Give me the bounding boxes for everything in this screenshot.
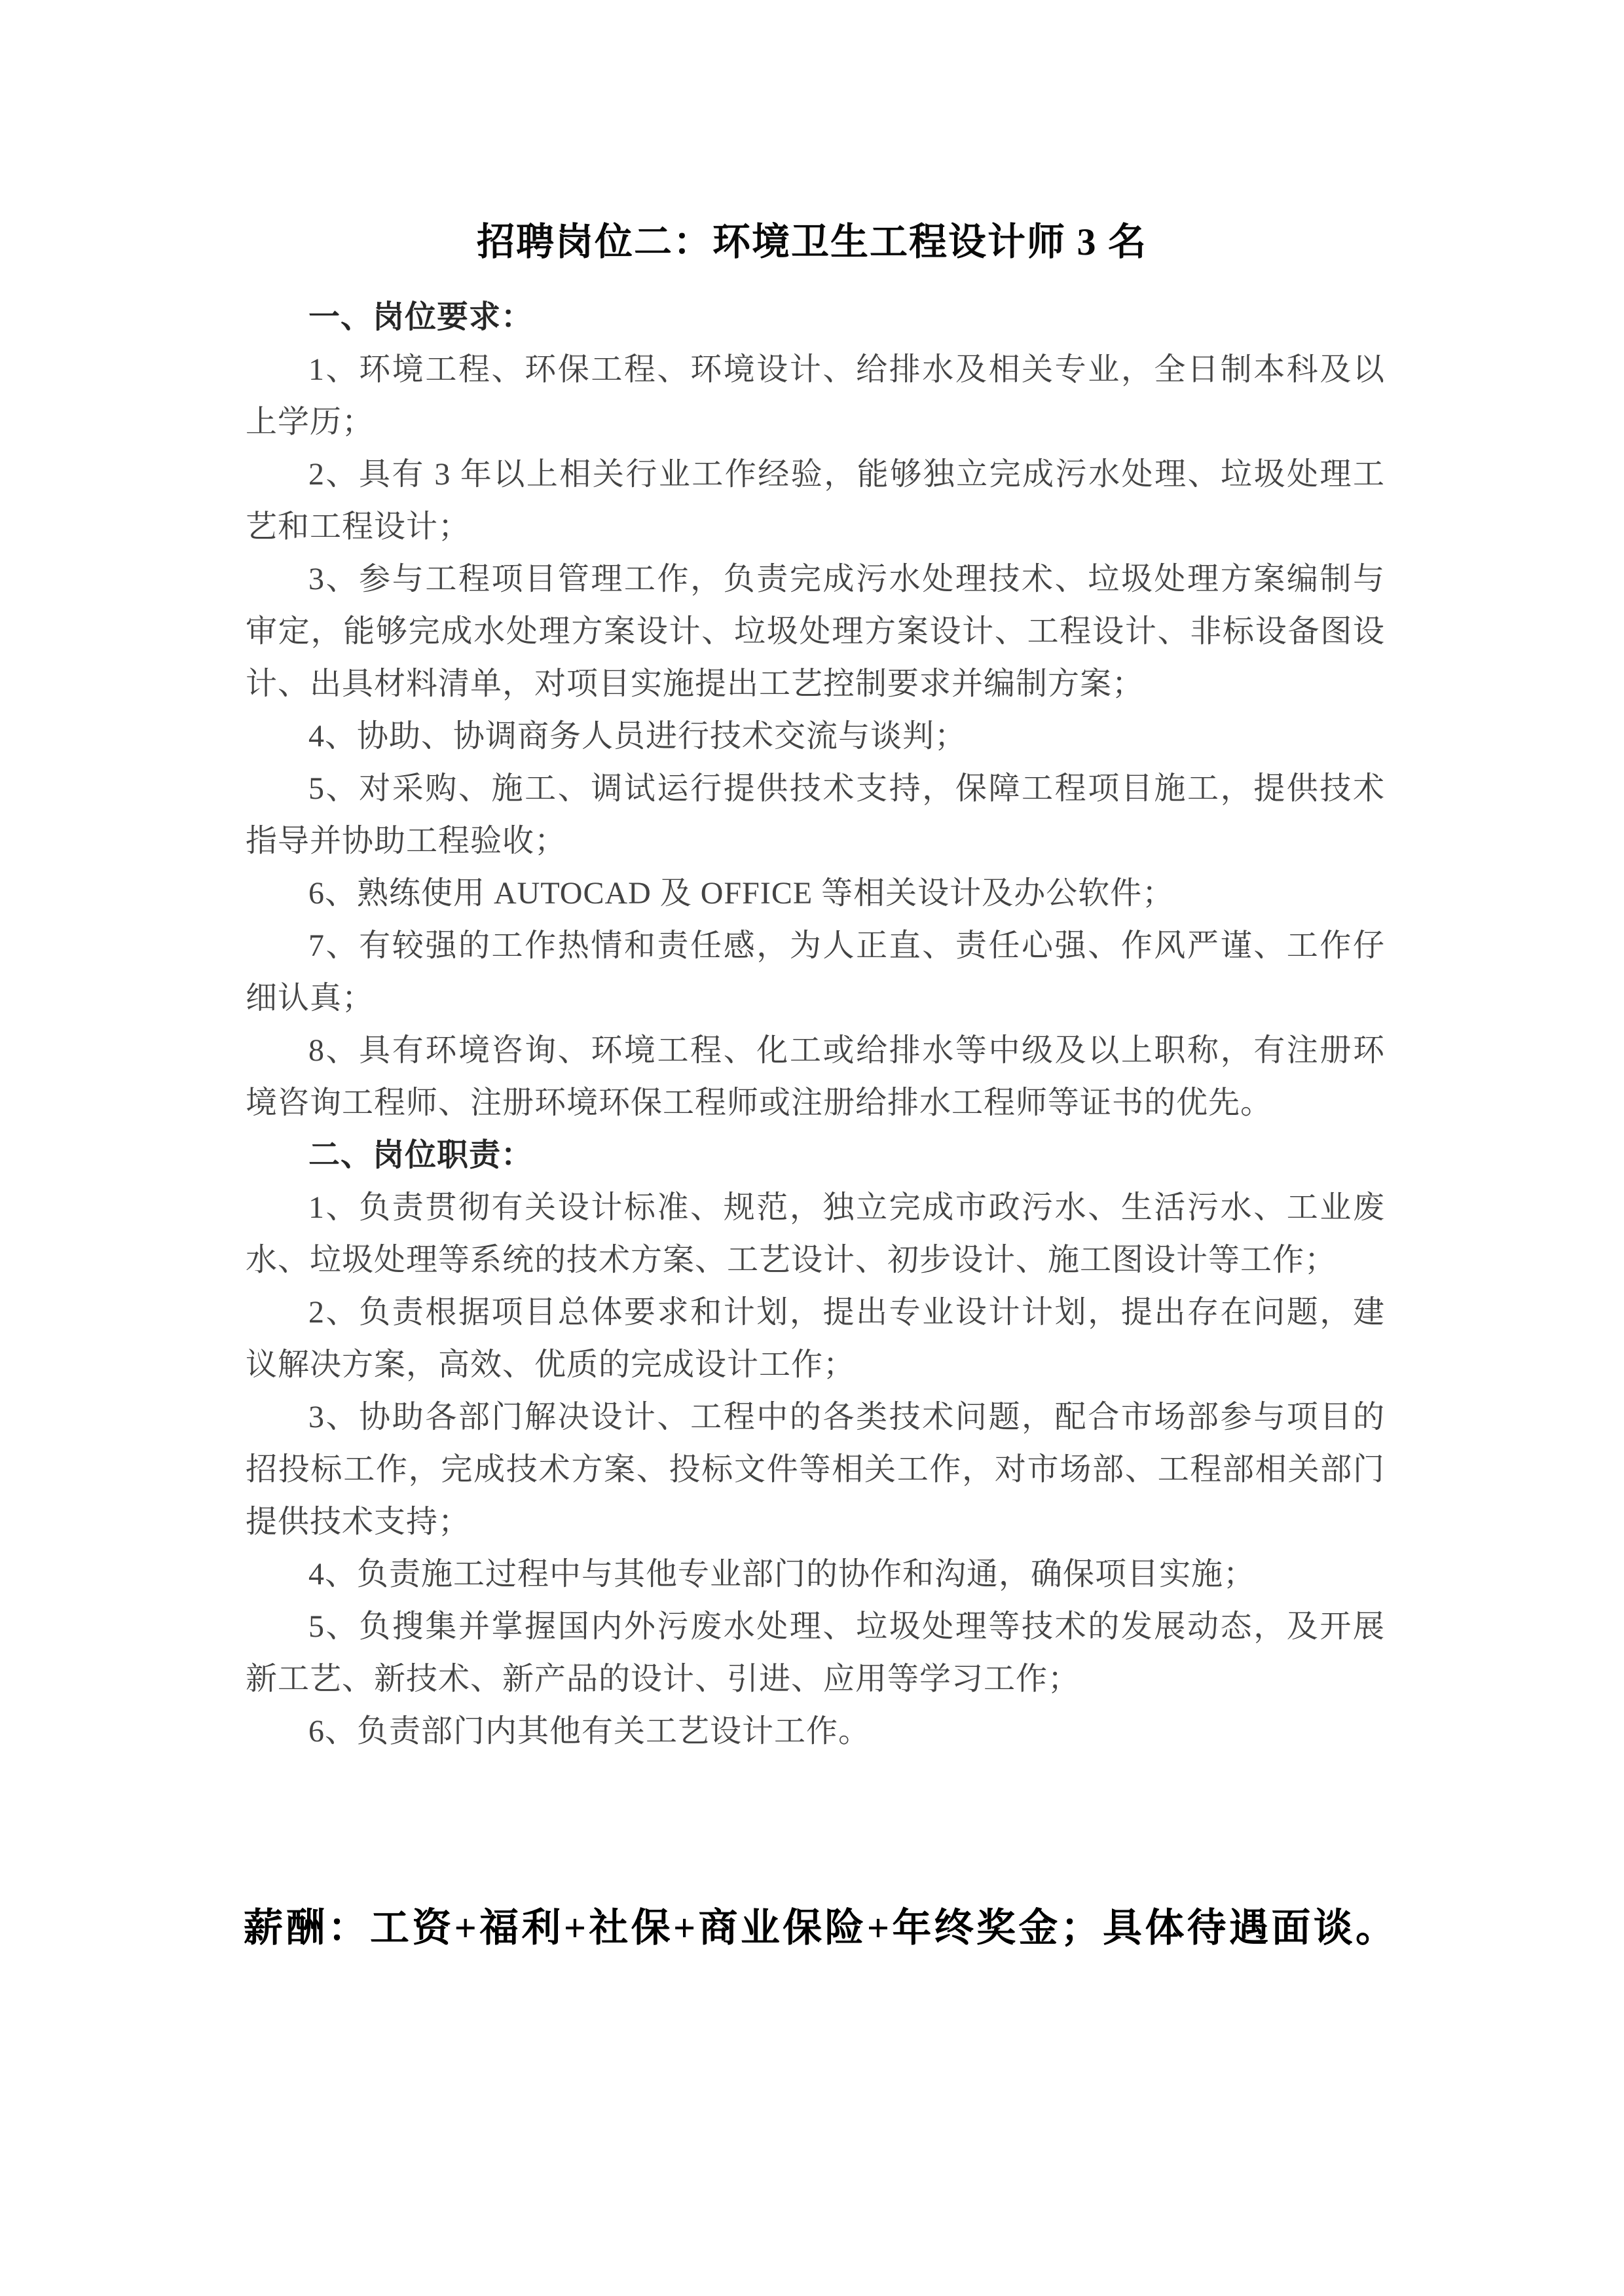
body-line: 4、协助、协调商务人员进行技术交流与谈判； (308, 719, 967, 754)
body-line: 指导并协助工程验收； (246, 824, 567, 858)
body-line: 议解决方案，高效、优质的完成设计工作； (246, 1347, 856, 1382)
body-line: 3、协助各部门解决设计、工程中的各类技术问题，配合市场部参与项目的 (308, 1400, 1385, 1434)
body-line: 3、参与工程项目管理工作，负责完成污水处理技术、垃圾处理方案编制与 (308, 562, 1385, 596)
body-line: 2、负责根据项目总体要求和计划，提出专业设计计划，提出存在问题，建 (308, 1295, 1385, 1330)
body-line: 境咨询工程师、注册环境环保工程师或注册给排水工程师等证书的优先。 (246, 1085, 1273, 1120)
body-line: 上学历； (246, 405, 375, 439)
body-line: 提供技术支持； (246, 1504, 471, 1539)
body-line: 计、出具材料清单，对项目实施提出工艺控制要求并编制方案； (246, 666, 1145, 701)
body-line: 细认真； (246, 981, 375, 1015)
body-line: 招投标工作，完成技术方案、投标文件等相关工作，对市场部、工程部相关部门 (246, 1452, 1385, 1487)
body-line: 艺和工程设计； (246, 509, 471, 544)
salary-line: 薪酬：工资+福利+社保+商业保险+年终奖金；具体待遇面谈。 (244, 1906, 1395, 1950)
body-line: 5、负搜集并掌握国内外污废水处理、垃圾处理等技术的发展动态，及开展 (308, 1609, 1385, 1644)
section-heading: 二、岗位职责： (308, 1138, 534, 1173)
body-line: 6、负责部门内其他有关工艺设计工作。 (308, 1714, 871, 1749)
body-line: 6、熟练使用 AUTOCAD 及 OFFICE 等相关设计及办公软件； (308, 876, 1175, 911)
body-line: 5、对采购、施工、调试运行提供技术支持，保障工程项目施工，提供技术 (308, 771, 1385, 806)
body-line: 8、具有环境咨询、环境工程、化工或给排水等中级及以上职称，有注册环 (308, 1033, 1385, 1068)
body-line: 1、环境工程、环保工程、环境设计、给排水及相关专业，全日制本科及以 (308, 352, 1385, 387)
body-line: 7、有较强的工作热情和责任感，为人正直、责任心强、作风严谨、工作仔 (308, 928, 1385, 963)
document-body (246, 291, 1385, 1758)
section-heading: 一、岗位要求： (308, 300, 534, 335)
body-line: 1、负责贯彻有关设计标准、规范，独立完成市政污水、生活污水、工业废 (308, 1190, 1385, 1225)
document-title: 招聘岗位二：环境卫生工程设计师 3 名 (476, 221, 1147, 263)
body-line: 审定，能够完成水处理方案设计、垃圾处理方案设计、工程设计、非标设备图设 (246, 614, 1385, 649)
body-line: 水、垃圾处理等系统的技术方案、工艺设计、初步设计、施工图设计等工作； (246, 1243, 1337, 1277)
body-line: 2、具有 3 年以上相关行业工作经验，能够独立完成污水处理、垃圾处理工 (308, 457, 1385, 492)
body-line: 新工艺、新技术、新产品的设计、引进、应用等学习工作； (246, 1662, 1080, 1696)
body-line: 4、负责施工过程中与其他专业部门的协作和沟通，确保项目实施； (308, 1557, 1256, 1592)
